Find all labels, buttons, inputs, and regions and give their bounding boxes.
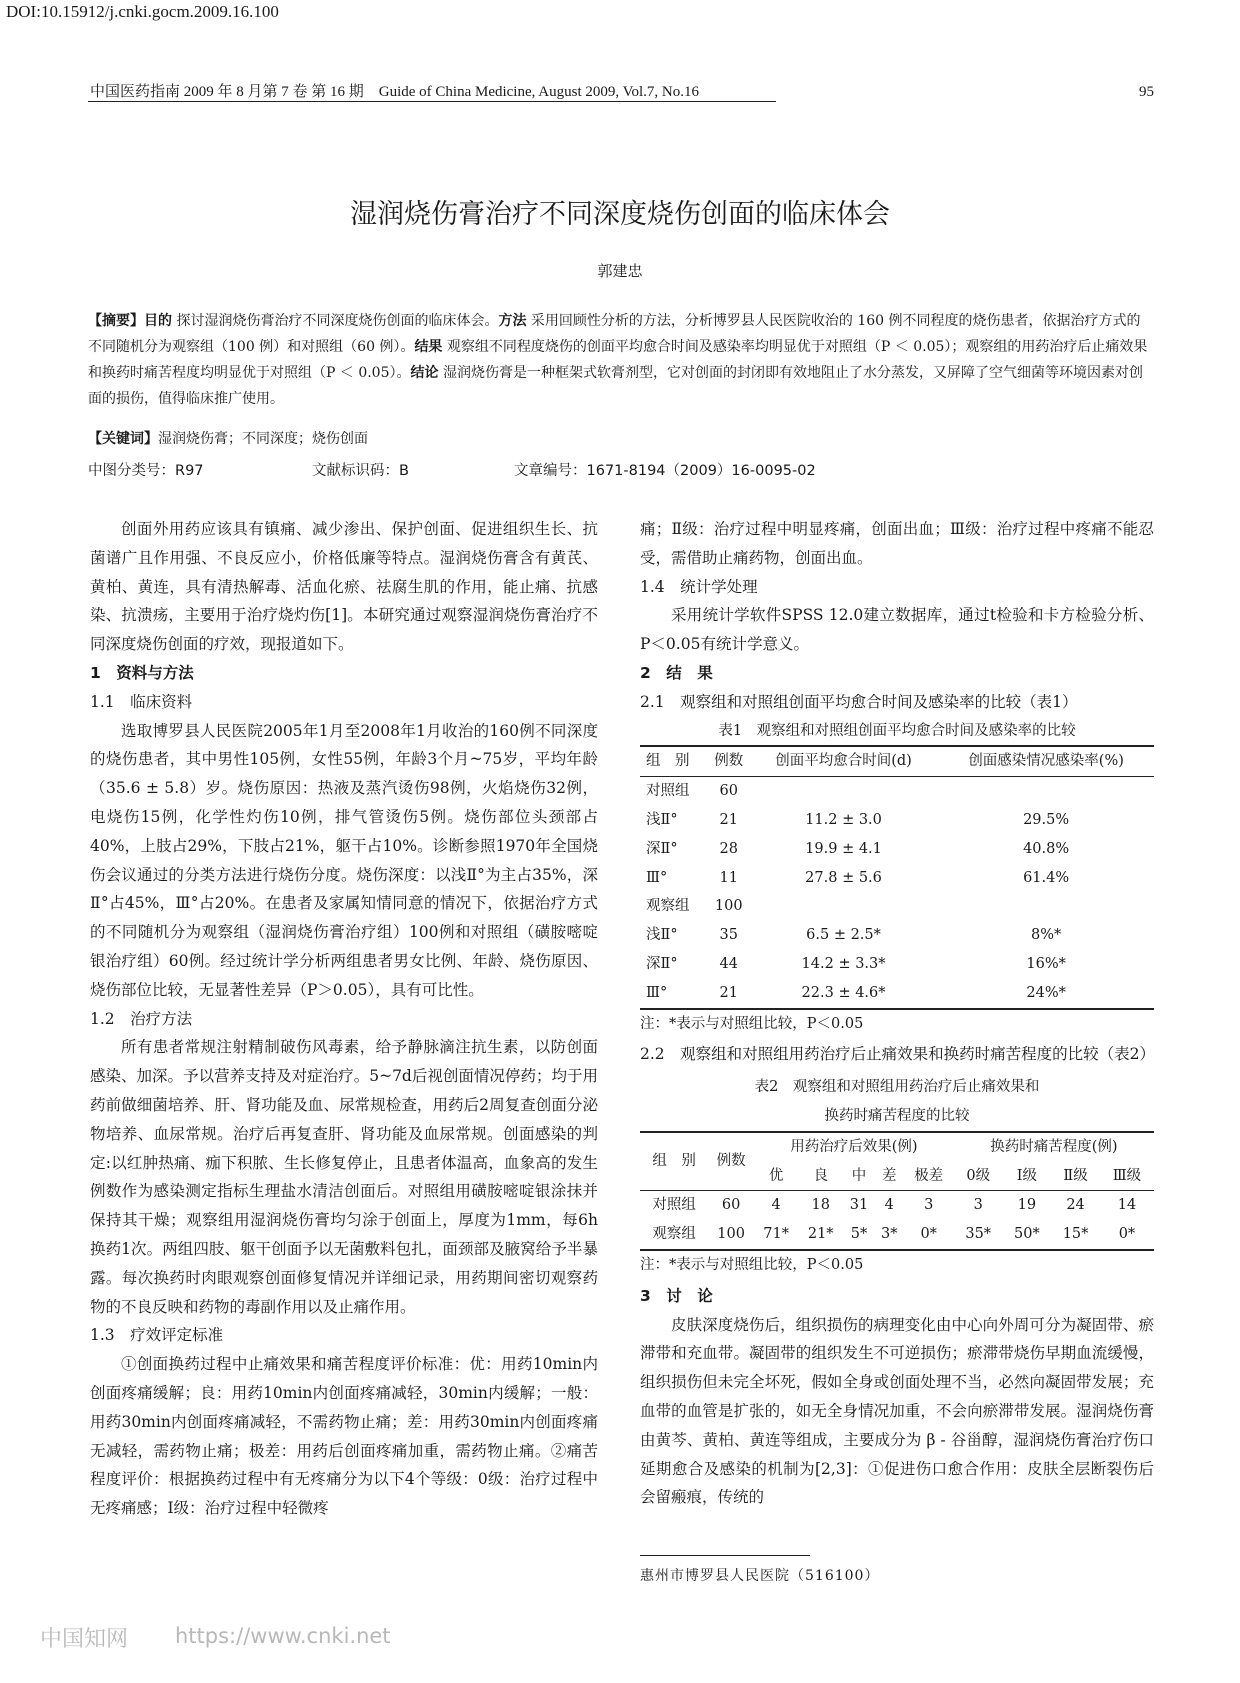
table2-count-header: 例数: [708, 1132, 754, 1191]
table1-cell: 11: [719, 869, 738, 886]
abstract-label: 【摘要】: [88, 313, 144, 329]
table-row: [640, 950, 1154, 979]
table1-header-cell: 创面感染情况感染率(%): [968, 753, 1124, 770]
section-3-heading: 3 讨 论: [640, 1286, 713, 1305]
table2-cell: 19: [1017, 1197, 1037, 1214]
left-heading: 1.3 疗效评定标准: [90, 1326, 224, 1345]
table1-cell: 22.3 ± 4.6*: [801, 984, 886, 1001]
table1-cell: 21: [719, 811, 738, 828]
table1-cell: Ⅲ°: [646, 869, 668, 886]
table2-pain-header: 换药时痛苦程度(例): [990, 1138, 1118, 1155]
affiliation-footnote: 惠州市博罗县人民医院（516100）: [640, 1568, 880, 1584]
table1-header-cell: 组 别: [646, 753, 690, 770]
table2-cell: 0*: [1118, 1226, 1136, 1243]
left-paragraph: 选取博罗县人民医院2005年1月至2008年1月收治的160例不同深度的烧伤患者，其中男性105例，女性55例，年龄3个月~75岁，平均年龄（35.6 ± 5.8）岁。烧伤原因：热液及蒸汽烫伤98例，火焰烧伤32例，电烧伤15例，化学性灼伤10例，排气管烫伤5例。烧伤部位头颈部占40%，上肢占29%，下肢占21%，躯干占10%。诊断参照1970年全国烧伤会议通过的分类方法进行烧伤分度。烧伤深度：以浅Ⅱ°为主占35%，深Ⅱ°占45%，Ⅲ°占20%。在患者及家属知情同意的情况下，依据治疗方式的不同随机分为观察组（湿润烧伤膏治疗组）100例和对照组（磺胺嘧啶银治疗组）60例。经过统计学分析两组患者男女比例、年龄、烧伤原因、烧伤部位比较，无显著性差异（P＞0.05），具有可比性。: [90, 721, 598, 999]
table1-cell: 44: [719, 955, 738, 972]
running-head: 中国医药指南 2009 年 8 月第 7 卷 第 16 期 Guide of China Medicine, August 2009, Vol.7, No.16: [90, 84, 700, 100]
table2-body: [640, 1191, 1154, 1250]
table2-subheader-cell: Ⅰ级: [1016, 1167, 1037, 1184]
page-number: 95: [1139, 84, 1154, 100]
table2-caption-line2: 换药时痛苦程度的比较: [824, 1107, 970, 1124]
table1-header-row: [640, 746, 1154, 776]
table2-cell: 3: [973, 1197, 983, 1214]
table2-cell: 3*: [880, 1226, 898, 1243]
table2-cell: 5*: [850, 1226, 868, 1243]
table2-subheader-cell: 0级: [966, 1167, 991, 1184]
footnote-rule: [640, 1555, 810, 1556]
table2-caption-line1: 表2 观察组和对照组用药治疗后止痛效果和: [754, 1079, 1040, 1096]
table1-header-cell: 例数: [714, 753, 744, 770]
right-column-intro: [640, 515, 1154, 717]
table1: [640, 745, 1154, 1009]
table2-cell: 60: [721, 1197, 741, 1214]
table1-cell: [938, 777, 1154, 806]
left-heading: 1.2 治疗方法: [90, 1009, 193, 1028]
table1-cell: 40.8%: [1023, 840, 1070, 857]
table1-cell: 27.8 ± 5.6: [805, 869, 882, 886]
table-row: [640, 864, 1154, 893]
left-paragraph: ①创面换药过程中止痛效果和痛苦程度评价标准：优：用药10min内创面疼痛缓解；良：用药10min内创面疼痛减轻，30min内缓解；一般：用药30min内创面疼痛减轻，不需药物止痛；差：用药30min内创面疼痛无减轻，需药物止痛；极差：用药后创面疼痛加重，需药物止痛。②痛苦程度评价：根据换药过程中有无疼痛分为以下4个等级：0级：治疗过程中无疼痛感；Ⅰ级：治疗过程中轻微疼: [90, 1355, 598, 1518]
table1-cell: 浅Ⅱ°: [646, 927, 678, 944]
table2-cell: 4: [771, 1197, 781, 1214]
table2-group-header: 组 别: [640, 1132, 708, 1191]
table2-cell: 15*: [1062, 1226, 1089, 1243]
cnki-url-watermark: https://www.cnki.net: [175, 1624, 391, 1648]
table1-header-cell: 创面平均愈合时间(d): [775, 753, 912, 770]
cnki-logo-watermark: 中国知网: [40, 1627, 129, 1652]
table2-cell: 3: [924, 1197, 934, 1214]
table2-cell: 观察组: [652, 1226, 696, 1243]
table2-subheader-cell: 差: [881, 1167, 897, 1184]
purpose-label: 目的: [144, 313, 172, 329]
table2-effect-header: 用药治疗后效果(例): [790, 1138, 918, 1155]
section-3-text: 皮肤深度烧伤后，组织损伤的病理变化由中心向外周可分为凝固带、瘀滞带和充血带。凝固带的组织发生不可逆损伤；瘀滞带烧伤早期血流缓慢，组织损伤但未完全坏死，假如全身或创面处理不当，必然向凝固带发展；充血带的血管是扩张的，如无全身情况加重，不会向瘀滞带发展。湿润烧伤膏由黄芩、黄柏、黄连等组成，主要成分为 β - 谷甾醇，湿润烧伤膏治疗伤口延期愈合及感染的机制为[2,3]：①促进伤口愈合作用：皮肤全层断裂伤后会留瘢痕，传统的: [640, 1315, 1154, 1507]
keywords: [88, 428, 368, 448]
document-code: 文献标识码：B: [312, 463, 409, 479]
table1-cell: 21: [719, 984, 738, 1001]
table2-cell: 71*: [763, 1226, 789, 1243]
right-heading: 2 结 果: [640, 663, 713, 682]
table1-cell: [938, 892, 1154, 921]
table1-note: 注：*表示与对照组比较，P＜0.05: [640, 1015, 864, 1032]
table1-cell: 100: [714, 898, 743, 915]
table1-cell: 28: [719, 840, 738, 857]
table1-cell: 深Ⅱ°: [646, 840, 678, 857]
clc-number: 中图分类号：R97: [88, 463, 204, 479]
table1-body: [640, 777, 1154, 1009]
left-paragraph: 所有患者常规注射精制破伤风毒素，给予静脉滴注抗生素，以防创面感染、加深。予以营养支持及对症治疗。5~7d后视创面情况停药；均于用药前做细菌培养、肝、肾功能及血、尿常规检查，用药后2周复查创面分泌物培养、血尿常规。治疗后再复查肝、肾功能及血尿常规。创面感染的判定:以红肿热痛、痂下积脓、生长修复停止，且患者体温高，血象高的发生例数作为感染测定指标生理盐水清洁创面后。对照组用磺胺嘧啶银涂抹并保持其干燥；观察组用湿润烧伤膏均匀涂于创面上，厚度为1mm，每6h换药1次。两组四肢、躯干创面予以无菌敷料包扎，面颈部及腋窝给予半暴露。每次换药时肉眼观察创面修复情况并详细记录，用药期间密切观察药物的不良反映和药物的毒副作用以及止痛作用。: [90, 1038, 598, 1316]
table2-cell: 50*: [1014, 1226, 1040, 1243]
result-text: 观察组不同程度烧伤的创面平均愈合时间及感染率均明显优于对照组（P ＜ 0.05）；观察组的用药治疗后止痛效果和换药时痛苦程度均明显优于对照组（P ＜ 0.05）。: [88, 339, 1148, 381]
table1-cell: 24%*: [1026, 984, 1066, 1001]
table1-cell: 60: [719, 783, 738, 800]
doi: DOI:10.15912/j.cnki.gocm.2009.16.100: [6, 2, 279, 21]
right-heading: 2.1 观察组和对照组创面平均愈合时间及感染率的比较（表1）: [640, 692, 1078, 711]
table2-subheader-cell: Ⅲ级: [1112, 1167, 1142, 1184]
table1-cell: 浅Ⅱ°: [646, 811, 678, 828]
table-row: [640, 777, 1154, 806]
table1-cell: Ⅲ°: [646, 984, 668, 1001]
right-column: [640, 515, 1154, 1512]
keywords-text: 湿润烧伤膏；不同深度；烧伤创面: [158, 431, 368, 447]
table-row: [640, 835, 1154, 864]
table1-cell: 6.5 ± 2.5*: [806, 927, 881, 944]
result-label: 结果: [414, 339, 443, 355]
left-column: [90, 515, 598, 1523]
table-row: [640, 979, 1154, 1009]
table2-subheader-cell: 极差: [914, 1167, 944, 1184]
conclusion-label: 结论: [410, 365, 439, 381]
table-row: [640, 921, 1154, 950]
table2-cell: 4: [884, 1197, 894, 1214]
table2-cell: 100: [717, 1226, 745, 1243]
table2-cell: 0*: [920, 1226, 937, 1243]
table2-subheader-cell: 良: [813, 1167, 828, 1184]
table1-cell: 35: [719, 927, 738, 944]
method-label: 方法: [498, 313, 527, 329]
table2-subheader-cell: Ⅱ级: [1063, 1167, 1088, 1184]
table2-cell: 对照组: [652, 1197, 696, 1214]
table1-cell: 29.5%: [1023, 811, 1070, 828]
table1-cell: 对照组: [646, 783, 690, 800]
left-heading: 1 资料与方法: [90, 663, 194, 682]
left-heading: 1.1 临床资料: [90, 692, 193, 711]
header-rule: [88, 101, 776, 102]
left-paragraph: 创面外用药应该具有镇痛、减少渗出、保护创面、促进组织生长、抗菌谱广且作用强、不良反应小，价格低廉等特点。湿润烧伤膏含有黄芪、黄柏、黄连，具有清热解毒、活血化瘀、祛腐生肌的作用，能止痛、抗感染、抗溃疡，主要用于治疗烧灼伤[1]。本研究通过观察湿润烧伤膏治疗不同深度烧伤创面的疗效，现报道如下。: [90, 520, 598, 654]
table2-subheader-cell: 中: [851, 1167, 867, 1184]
right-paragraph: 痛；Ⅱ级：治疗过程中明显疼痛，创面出血；Ⅲ级：治疗过程中疼痛不能忍受，需借助止痛药物，创面出血。: [640, 520, 1154, 567]
keywords-label: 【关键词】: [88, 431, 158, 447]
table1-caption: 表1 观察组和对照组创面平均愈合时间及感染率的比较: [718, 722, 1076, 739]
table2-note: 注：*表示与对照组比较，P＜0.05: [640, 1256, 864, 1273]
section-2-2-heading: 2.2 观察组和对照组用药治疗后止痛效果和换药时痛苦程度的比较（表2）: [640, 1045, 1156, 1064]
table2-cell: 18: [811, 1197, 830, 1214]
table1-cell: 11.2 ± 3.0: [805, 811, 882, 828]
table2-cell: 14: [1117, 1197, 1137, 1214]
table2: [640, 1131, 1154, 1251]
table2-cell: 35*: [965, 1226, 992, 1243]
table-row: [640, 1220, 1154, 1250]
right-heading: 1.4 统计学处理: [640, 577, 758, 596]
table-row: [640, 1191, 1154, 1220]
table2-cell: 24: [1066, 1197, 1085, 1214]
method-text: 采用回顾性分析的方法，分析博罗县人民医院收治的 160 例不同程度的烧伤患者，依据治疗方式的不同随机分为观察组（100 例）和对照组（60 例）。: [88, 313, 1141, 355]
table1-cell: 8%*: [1030, 927, 1062, 944]
author: 郭建忠: [597, 262, 643, 280]
article-title: 湿润烧伤膏治疗不同深度烧伤创面的临床体会: [350, 199, 890, 230]
table1-cell: 观察组: [646, 898, 690, 915]
table2-cell: 31: [849, 1197, 869, 1214]
table1-cell: 14.2 ± 3.3*: [801, 955, 886, 972]
conclusion-text: 湿润烧伤膏是一种框架式软膏剂型，它对创面的封闭即有效地阻止了水分蒸发，又屏障了空气细菌等环境因素对创面的损伤，值得临床推广使用。: [88, 365, 1143, 407]
article-number: 文章编号：1671-8194（2009）16-0095-02: [514, 463, 816, 479]
table1-cell: [749, 777, 938, 806]
abstract: [88, 308, 1152, 412]
table1-cell: 61.4%: [1023, 869, 1070, 886]
table1-cell: 16%*: [1026, 955, 1066, 972]
right-paragraph: 采用统计学软件SPSS 12.0建立数据库，通过t检验和卡方检验分析、P＜0.05有统计学意义。: [640, 606, 1154, 654]
table1-cell: [749, 892, 938, 921]
purpose-text: 探讨湿润烧伤膏治疗不同深度烧伤创面的临床体会。: [172, 313, 499, 329]
table1-cell: 19.9 ± 4.1: [805, 840, 882, 857]
table2-cell: 21*: [807, 1226, 834, 1243]
table-row: [640, 806, 1154, 835]
table1-cell: 深Ⅱ°: [646, 955, 678, 972]
table-row: [640, 892, 1154, 921]
table2-subheader-cell: 优: [768, 1167, 784, 1184]
